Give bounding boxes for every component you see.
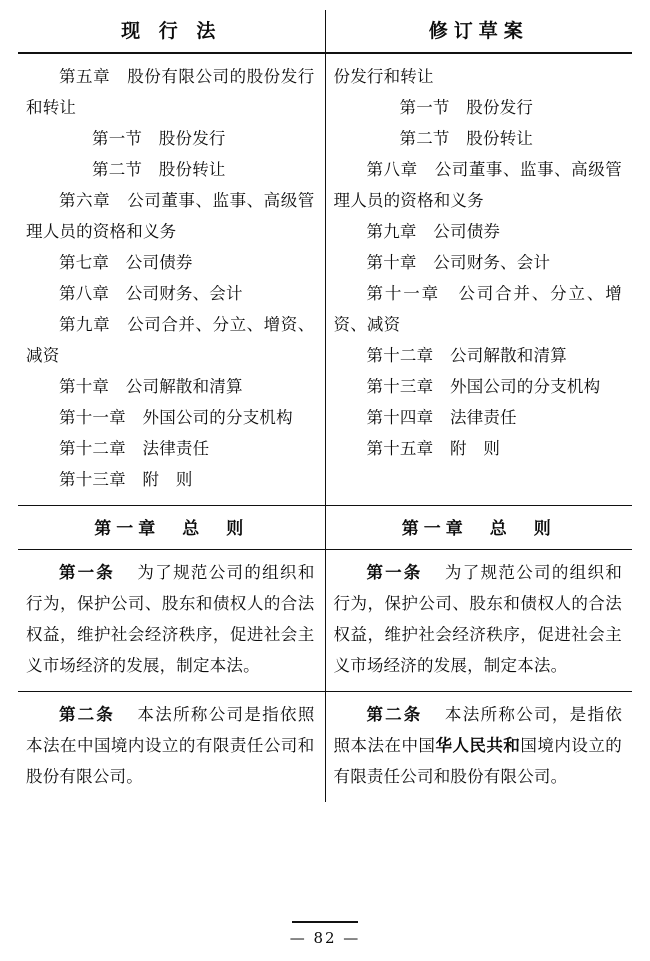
toc-item: 第十三章 附 则 [59, 470, 193, 489]
header-cell-current-law [18, 10, 325, 53]
article-2-cell-right [325, 692, 632, 802]
article-label: 第一条 [59, 563, 115, 582]
article-text: 为了规范公司的组织和行为，保护公司、股东和债权人的合法权益，维护社会经济秩序，促进社会主义市场经济的发展，制定本法。 [26, 563, 315, 675]
page-footer [0, 921, 650, 947]
toc-item: 第一节 股份发行 [92, 129, 226, 148]
toc-item: 第八章 公司财务、会计 [59, 284, 243, 303]
toc-item: 第十章 公司财务、会计 [366, 253, 551, 272]
article-text-before: 本法所称公司，是指依照本法在中国 [333, 705, 623, 755]
chapter-cell-left [18, 506, 325, 550]
toc-cell-right [325, 53, 632, 506]
article-text-inserted: 华人民共和 [435, 736, 521, 755]
article-label: 第二条 [59, 705, 115, 724]
toc-item: 第九章 公司合并、分立、增资、减资 [26, 315, 315, 365]
toc-item: 第七章 公司债券 [59, 253, 193, 272]
toc-item: 第十三章 外国公司的分支机构 [366, 377, 601, 396]
header-cell-draft [325, 10, 632, 53]
toc-item: 第一节 股份发行 [399, 98, 534, 117]
toc-cell-left [18, 53, 325, 506]
article-paragraph [26, 557, 315, 681]
toc-item: 第六章 公司董事、监事、高级管理人员的资格和义务 [26, 191, 315, 241]
article-text-after: 国境内设立的有限责任公司和股份有限公司。 [333, 736, 623, 786]
toc-item: 第二节 股份转让 [399, 129, 534, 148]
toc-item: 份发行和转让 [333, 67, 434, 86]
toc-item: 第五章 股份有限公司的股份发行和转让 [26, 67, 315, 117]
article-paragraph [26, 699, 315, 792]
chapter-title-right: 第一章 总 则 [401, 519, 556, 539]
article-2-row [18, 692, 632, 802]
article-1-row [18, 550, 632, 692]
column-title-draft: 修订草案 [428, 20, 529, 42]
article-1-cell-right [325, 550, 632, 692]
toc-item: 第十四章 法律责任 [366, 408, 517, 427]
chapter-title-left: 第一章 总 则 [94, 519, 249, 539]
toc-item: 第八章 公司董事、监事、高级管理人员的资格和义务 [333, 160, 622, 210]
toc-item: 第二节 股份转让 [92, 160, 226, 179]
article-label: 第二条 [366, 705, 423, 724]
footer-rule [292, 921, 358, 923]
toc-item: 第十一章 公司合并、分立、增资、减资 [333, 284, 622, 334]
table-header-row [18, 10, 632, 53]
comparison-table [18, 10, 632, 802]
toc-item: 第十五章 附 则 [366, 439, 501, 458]
chapter-cell-right [325, 506, 632, 550]
page-number: — 82 — [289, 929, 361, 947]
article-2-cell-left [18, 692, 325, 802]
article-1-cell-left [18, 550, 325, 692]
article-label: 第一条 [366, 563, 423, 582]
toc-item: 第十二章 法律责任 [59, 439, 210, 458]
toc-item: 第十章 公司解散和清算 [59, 377, 243, 396]
toc-row [18, 53, 632, 506]
article-text: 本法所称公司是指依照本法在中国境内设立的有限责任公司和股份有限公司。 [26, 705, 315, 786]
article-text: 为了规范公司的组织和行为，保护公司、股东和债权人的合法权益，维护社会经济秩序，促进社会主义市场经济的发展，制定本法。 [333, 563, 623, 675]
column-title-current-law: 现 行 法 [121, 20, 222, 42]
toc-item: 第十一章 外国公司的分支机构 [59, 408, 293, 427]
toc-item: 第九章 公司债券 [366, 222, 501, 241]
article-paragraph [334, 699, 623, 792]
toc-item: 第十二章 公司解散和清算 [366, 346, 567, 365]
article-paragraph [334, 557, 623, 681]
chapter-heading-row [18, 506, 632, 550]
